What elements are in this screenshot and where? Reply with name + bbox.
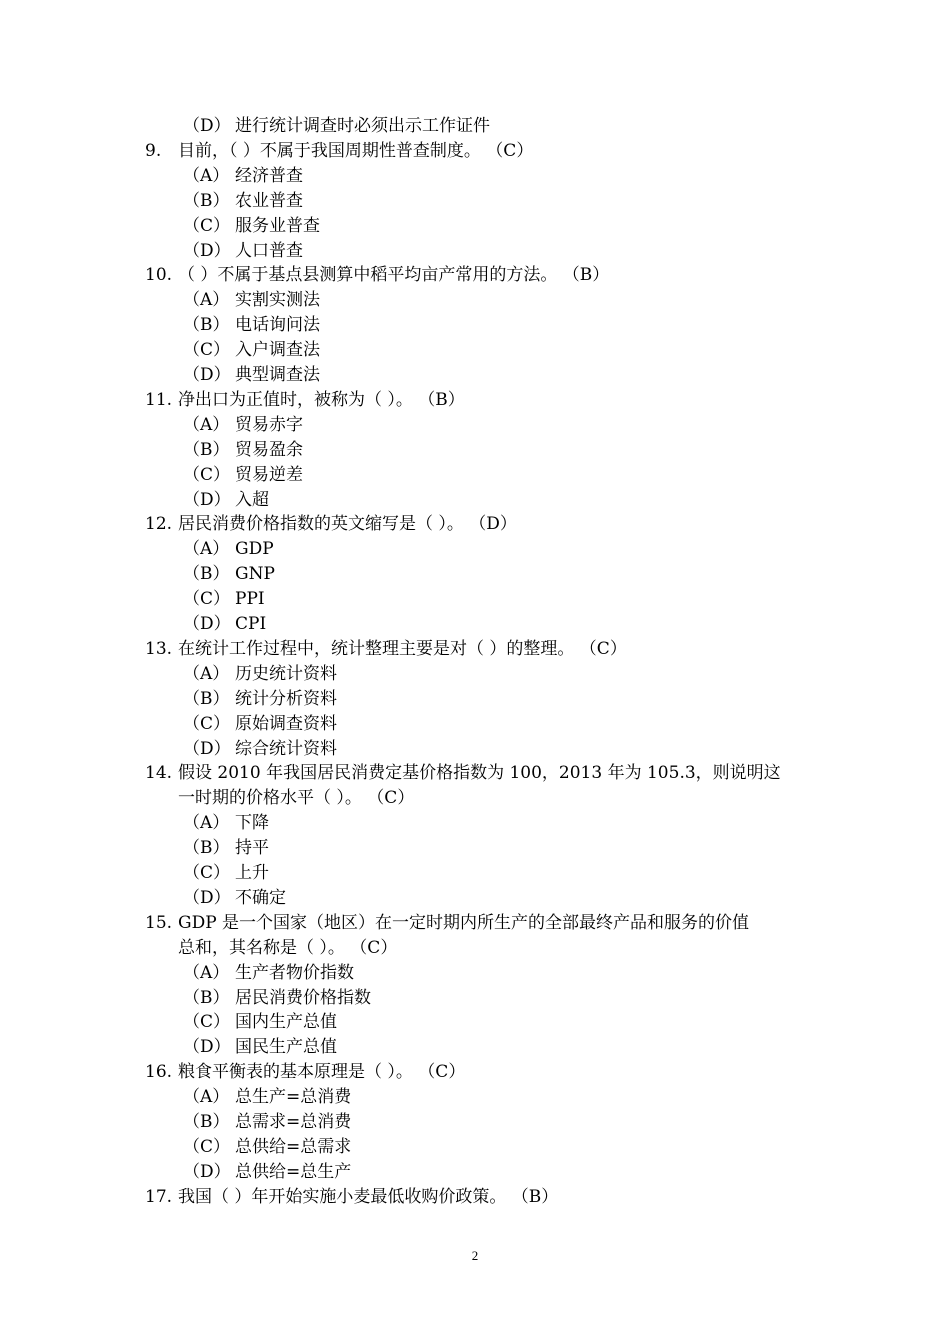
- option-label: （C）: [183, 589, 231, 610]
- option-label: （B）: [183, 315, 230, 336]
- option-label: （D）: [183, 489, 231, 510]
- option-line: [183, 413, 303, 437]
- option-line: [183, 712, 337, 736]
- option-label: （D）: [183, 738, 231, 759]
- option-text: 国民生产总值: [235, 1037, 337, 1058]
- option-line: [183, 687, 337, 711]
- question-continuation: 总和，其名称是（ ）。 （C）: [178, 937, 398, 958]
- question-line: [145, 512, 517, 536]
- option-text: 总供给=总生产: [235, 1161, 352, 1182]
- option-line: [183, 562, 275, 586]
- option-line: [183, 463, 303, 487]
- option-text: 入超: [235, 489, 269, 510]
- option-label: （B）: [183, 439, 230, 460]
- option-text: 贸易赤字: [235, 414, 303, 435]
- question-number: 17.: [145, 1186, 173, 1207]
- option-label: （A）: [183, 290, 230, 311]
- option-label: （B）: [183, 1112, 230, 1132]
- option-label: （D）: [183, 240, 231, 261]
- option-text: 贸易盈余: [235, 439, 303, 460]
- option-label: （A）: [183, 165, 230, 186]
- option-label: （D）: [183, 116, 231, 136]
- option-line: [183, 612, 266, 636]
- question-continuation: 一时期的价格水平（ ）。 （C）: [178, 788, 415, 809]
- option-text: 人口普查: [235, 240, 303, 261]
- option-label: （C）: [183, 1012, 231, 1033]
- option-line: [183, 811, 269, 835]
- question-line: [145, 263, 609, 287]
- option-label: （A）: [183, 663, 230, 684]
- question-text: 净出口为正值时，被称为（ ）。 （B）: [178, 389, 465, 410]
- option-line: [183, 737, 337, 761]
- question-text: 居民消费价格指数的英文缩写是（ ）。 （D）: [178, 514, 517, 535]
- option-text: 服务业普查: [235, 215, 320, 236]
- option-line: [183, 313, 320, 337]
- option-text: 下降: [235, 813, 269, 834]
- question-line: [145, 139, 533, 163]
- question-number: 14.: [145, 763, 173, 784]
- option-line: [183, 1035, 337, 1059]
- option-label: （A）: [183, 539, 230, 560]
- option-line: [183, 363, 320, 387]
- question-line: [145, 637, 627, 661]
- option-line: [183, 1110, 351, 1134]
- option-line: [183, 1010, 337, 1034]
- question-line: [145, 761, 781, 785]
- option-text: GDP: [235, 539, 274, 560]
- question-text: 假设 2010 年我国居民消费定基价格指数为 100，2013 年为 105.3，则说明这: [178, 763, 781, 784]
- question-text: 粮食平衡表的基本原理是（ ）。 （C）: [178, 1062, 466, 1083]
- option-text: 电话询问法: [235, 315, 320, 336]
- option-text: PPI: [235, 589, 265, 610]
- option-text: 统计分析资料: [235, 688, 337, 709]
- option-line: [183, 1135, 351, 1159]
- option-label: （B）: [183, 190, 230, 211]
- option-label: （A）: [183, 813, 230, 834]
- option-line: [183, 164, 303, 188]
- option-label: （A）: [183, 414, 230, 435]
- question-text: 我国（ ）年开始实施小麦最低收购价政策。 （B）: [178, 1186, 559, 1207]
- question-text: （ ）不属于基点县测算中稻平均亩产常用的方法。 （B）: [178, 265, 610, 286]
- option-text: 总供给=总需求: [235, 1136, 352, 1157]
- option-text: 总生产=总消费: [235, 1087, 352, 1108]
- option-line: [183, 338, 320, 362]
- option-line: [183, 836, 269, 860]
- option-text: 经济普查: [235, 165, 303, 186]
- option-label: （A）: [183, 962, 230, 983]
- question-number: 9.: [145, 140, 162, 161]
- option-label: （D）: [183, 887, 231, 908]
- question-number: 11.: [145, 389, 173, 410]
- option-label: （D）: [183, 365, 231, 385]
- option-text: 原始调查资料: [235, 713, 337, 734]
- option-label: （D）: [183, 1161, 231, 1182]
- option-text: 进行统计调查时必须出示工作证件: [235, 116, 490, 136]
- option-line: [183, 488, 269, 512]
- question-text: 在统计工作过程中，统计整理主要是对（ ）的整理。 （C）: [178, 638, 627, 659]
- option-line: [183, 886, 286, 910]
- option-label: （D）: [183, 1037, 231, 1058]
- question-number: 12.: [145, 514, 173, 535]
- question-number: 16.: [145, 1062, 173, 1083]
- option-line: [183, 861, 269, 885]
- question-text: 目前，（ ）不属于我国周期性普查制度。 （C）: [178, 140, 534, 161]
- option-line: [183, 288, 320, 312]
- option-line: [183, 961, 354, 985]
- option-text: 入户调查法: [235, 340, 320, 361]
- option-text: 贸易逆差: [235, 464, 303, 485]
- option-line: [183, 189, 303, 213]
- option-label: （B）: [183, 688, 230, 709]
- option-text: 生产者物价指数: [235, 962, 354, 983]
- option-line: [183, 438, 303, 462]
- option-text: 居民消费价格指数: [235, 987, 371, 1008]
- option-label: （C）: [183, 863, 231, 883]
- page-number: 2: [471, 1248, 479, 1263]
- option-text: 总需求=总消费: [235, 1112, 352, 1132]
- option-text: 国内生产总值: [235, 1012, 337, 1033]
- option-label: （B）: [183, 564, 230, 585]
- option-text: 持平: [235, 838, 269, 859]
- option-label: （A）: [183, 1087, 230, 1108]
- question-number: 13.: [145, 638, 173, 659]
- question-text: GDP 是一个国家（地区）在一定时期内所生产的全部最终产品和服务的价值: [178, 912, 750, 933]
- option-line: [183, 587, 265, 611]
- option-text: GNP: [235, 564, 275, 585]
- option-line: [183, 214, 320, 238]
- option-text: 典型调查法: [235, 365, 320, 385]
- option-label: （D）: [183, 614, 231, 634]
- option-label: （B）: [183, 987, 230, 1008]
- option-line: [183, 986, 371, 1010]
- question-number: 15.: [145, 912, 173, 933]
- question-line: [145, 388, 465, 412]
- option-label: （C）: [183, 340, 231, 361]
- option-line: [183, 239, 303, 263]
- option-line: [183, 114, 490, 138]
- question-line: [145, 911, 749, 935]
- option-line: [183, 1160, 351, 1184]
- option-line: [183, 662, 337, 686]
- question-line: [145, 1060, 465, 1084]
- option-label: （C）: [183, 464, 231, 485]
- option-text: 上升: [235, 863, 269, 883]
- option-text: 历史统计资料: [235, 663, 337, 684]
- option-text: 综合统计资料: [235, 738, 337, 759]
- option-line: [183, 1085, 351, 1109]
- option-text: 实割实测法: [235, 290, 320, 311]
- option-label: （C）: [183, 713, 231, 734]
- option-line: [183, 537, 274, 561]
- option-label: （C）: [183, 1136, 231, 1157]
- option-text: 农业普查: [235, 190, 303, 211]
- question-line: [145, 1185, 558, 1209]
- option-label: （B）: [183, 838, 230, 859]
- question-number: 10.: [145, 265, 173, 286]
- option-text: 不确定: [235, 887, 286, 908]
- option-label: （C）: [183, 215, 231, 236]
- option-text: CPI: [235, 614, 267, 634]
